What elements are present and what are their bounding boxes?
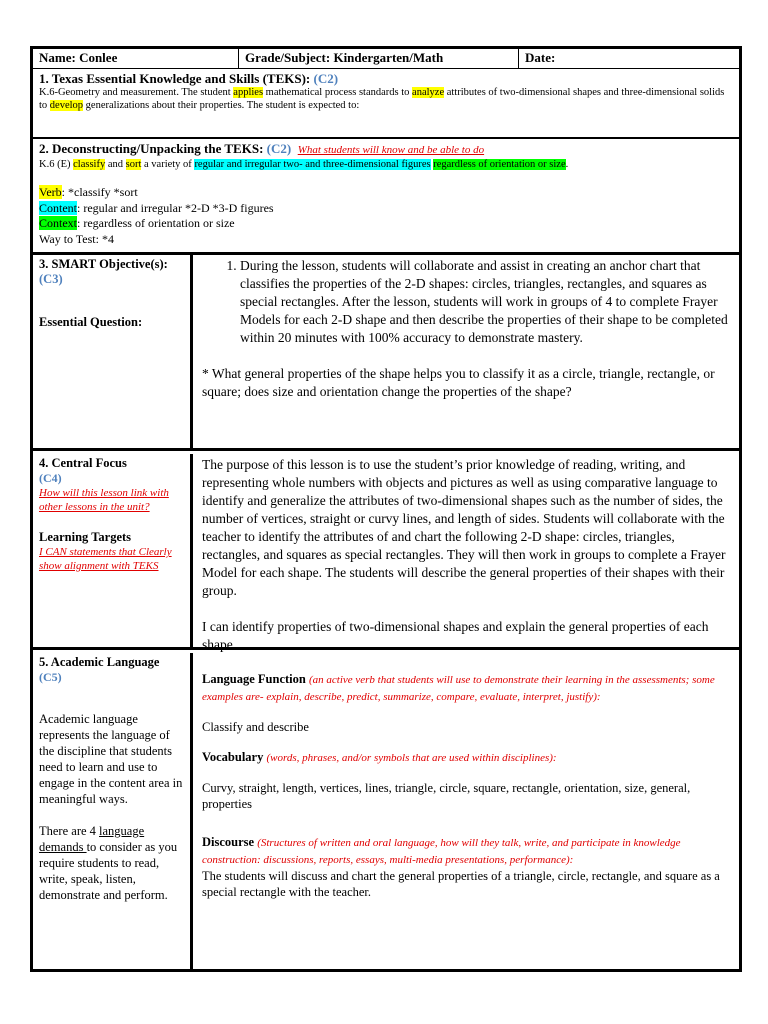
- smart-tag: (C3): [39, 272, 63, 286]
- academic-language-row: [33, 653, 739, 969]
- academic-content-cell: [196, 653, 739, 969]
- header-row: [33, 49, 739, 69]
- essential-question: * What general properties of the shape helps you to classify it as a circle, triangle, rectangle, or square; does size and orientation change the properties of the shape?: [202, 366, 715, 399]
- context-line: [39, 216, 733, 232]
- unpack-period: .: [565, 159, 569, 170]
- unpack-k-prefix: K.6 (E): [39, 159, 74, 170]
- context-text: : regardless of orientation or size: [77, 216, 235, 230]
- lf-value: Classify and describe: [202, 720, 309, 734]
- teacher-name: Name: Conlee: [33, 49, 239, 68]
- learning-targets-label: Learning Targets: [39, 530, 132, 544]
- teks-word-develop: develop: [49, 100, 84, 111]
- unpack-tag: (C2): [266, 141, 292, 156]
- focus-label-cell: [33, 454, 193, 647]
- way-to-test: Way to Test: *4: [39, 231, 114, 246]
- verb-line: [39, 185, 733, 201]
- discourse: [202, 834, 733, 868]
- objective-item: 1. During the lesson, students will collaborate and assist in creating an anchor chart that classifies the properties of the 2-D shapes: circles, triangles, rectangles, and squares as special rectangles. After the lesson, students will work in groups of 4 to complete Frayer Models for each 2-D shape and then describe the properties of their shape to be completed within 20 minutes with 100% accuracy to demonstrate mastery.: [240, 257, 733, 347]
- verb-label: Verb: [39, 185, 62, 199]
- teks-word-analyze: analyze: [412, 87, 445, 98]
- lesson-plan-table: [30, 46, 742, 972]
- objective-list: [202, 257, 733, 347]
- unpack-note: What students will know and be able to do: [297, 144, 485, 156]
- unpack-context-phrase: regardless of orientation or size: [433, 159, 566, 170]
- learning-targets-note: I CAN statements that Clearly show alignment with TEKS: [39, 546, 172, 572]
- teks-text-3: attributes of two-dimensional shapes and three-dimensional solids to: [39, 87, 725, 111]
- teks-title: [39, 71, 733, 86]
- lf-note: (an active verb that students will use to demonstrate their learning in the assessments; some examples are- explain, describe, predict, summarize, compare, evaluate, interpret, justify):: [202, 674, 715, 703]
- teks-title-text: 1. Texas Essential Knowledge and Skills (TEKS):: [39, 71, 311, 86]
- teks-text-4: generalizations about their properties. The student is expected to:: [83, 100, 360, 111]
- teks-word-applies: applies: [233, 87, 264, 98]
- verb-text: : *classify *sort: [61, 185, 138, 199]
- smart-label-text: 3. SMART Objective(s):: [39, 257, 168, 271]
- vocab-note: (words, phrases, and/or symbols that are used within disciplines):: [266, 752, 557, 764]
- demands-link: language demands: [39, 824, 145, 854]
- focus-tag: (C4): [39, 471, 62, 485]
- smart-label-cell: [33, 255, 193, 448]
- unpack-word-sort: sort: [125, 159, 142, 170]
- focus-content-cell: [196, 454, 739, 652]
- essential-question-label: Essential Question:: [39, 315, 143, 329]
- smart-content-cell: [196, 255, 739, 448]
- vocab-label: Vocabulary: [202, 750, 264, 764]
- central-focus-text: The purpose of this lesson is to use the student’s prior knowledge of reading, writing, and representing whole numbers with objects and pictures as well as using comparative language to identify and generalize the attributes of two-dimensional shapes such as the number of sides, the number of vertices, straight or curvy lines, and length of sides. Students will collaborate with the teacher to identify the attributes of and chart the following 2-D shape: circles, triangles, rectangles, and squares as special rectangles. They will then work in groups to complete a Frayer Model for each shape. The students will describe the general properties of their shapes with their group.: [202, 457, 726, 598]
- teks-section: [33, 69, 739, 139]
- smart-label: [39, 257, 184, 287]
- learning-target-text: I can identify properties of two-dimensional shapes and explain the general properties of each shape.: [202, 619, 709, 652]
- unpack-word-classify: classify: [73, 159, 106, 170]
- context-label: Context: [39, 216, 77, 230]
- language-demands: [39, 823, 184, 903]
- teks-text-2: mathematical process standards to: [263, 87, 413, 98]
- lf-label: Language Function: [202, 672, 306, 686]
- unpack-title-text: 2. Deconstructing/Unpacking the TEKS:: [39, 141, 264, 156]
- content-label: Content: [39, 200, 77, 215]
- unpacking-section: [33, 139, 739, 255]
- language-function: [202, 671, 733, 705]
- smart-row: [33, 255, 739, 451]
- academic-label-cell: [33, 653, 193, 969]
- academic-label: 5. Academic Language: [39, 655, 160, 669]
- teks-text-1: K.6-Geometry and measurement. The student: [39, 87, 234, 98]
- unpack-and: and: [105, 159, 126, 170]
- grade-subject: Grade/Subject: Kindergarten/Math: [239, 49, 519, 68]
- date-field: Date:: [525, 50, 556, 65]
- vocabulary: [202, 749, 733, 766]
- central-focus-row: [33, 454, 739, 650]
- discourse-value: The students will discuss and chart the general properties of a triangle, circle, rectangle, and square as a special rectangle with the teacher.: [202, 869, 720, 899]
- content-text: : regular and irregular *2-D *3-D figures: [77, 200, 274, 215]
- teks-tag: (C2): [313, 71, 339, 86]
- discourse-label: Discourse: [202, 835, 255, 849]
- academic-tag: (C5): [39, 670, 62, 684]
- discourse-note: (Structures of written and oral language, how will they talk, write, and participate in knowledge construction: discussions, reports, essays, multi-media presentations, performance):: [202, 837, 681, 866]
- unpack-content-phrase: regular and irregular two- and three-dimensional figures: [194, 159, 431, 170]
- focus-note: How will this lesson link with other lessons in the unit?: [39, 487, 169, 513]
- demands-post: to consider as you require students to read, write, speak, listen, demonstrate and perform.: [39, 840, 178, 902]
- vocab-value: Curvy, straight, length, vertices, lines, triangle, circle, square, rectangle, orientation, size, general, properties: [202, 781, 691, 811]
- unpack-standard: [39, 158, 733, 171]
- focus-label: 4. Central Focus: [39, 456, 127, 470]
- academic-description: Academic language represents the language of the discipline that students need to learn and use to engage in the content area in meaningful ways.: [39, 712, 183, 806]
- unpack-title: [39, 141, 733, 158]
- content-line: [39, 201, 733, 217]
- teks-standard: [39, 86, 733, 112]
- demands-pre: There are 4: [39, 824, 100, 838]
- unpack-variety: a variety of: [141, 159, 195, 170]
